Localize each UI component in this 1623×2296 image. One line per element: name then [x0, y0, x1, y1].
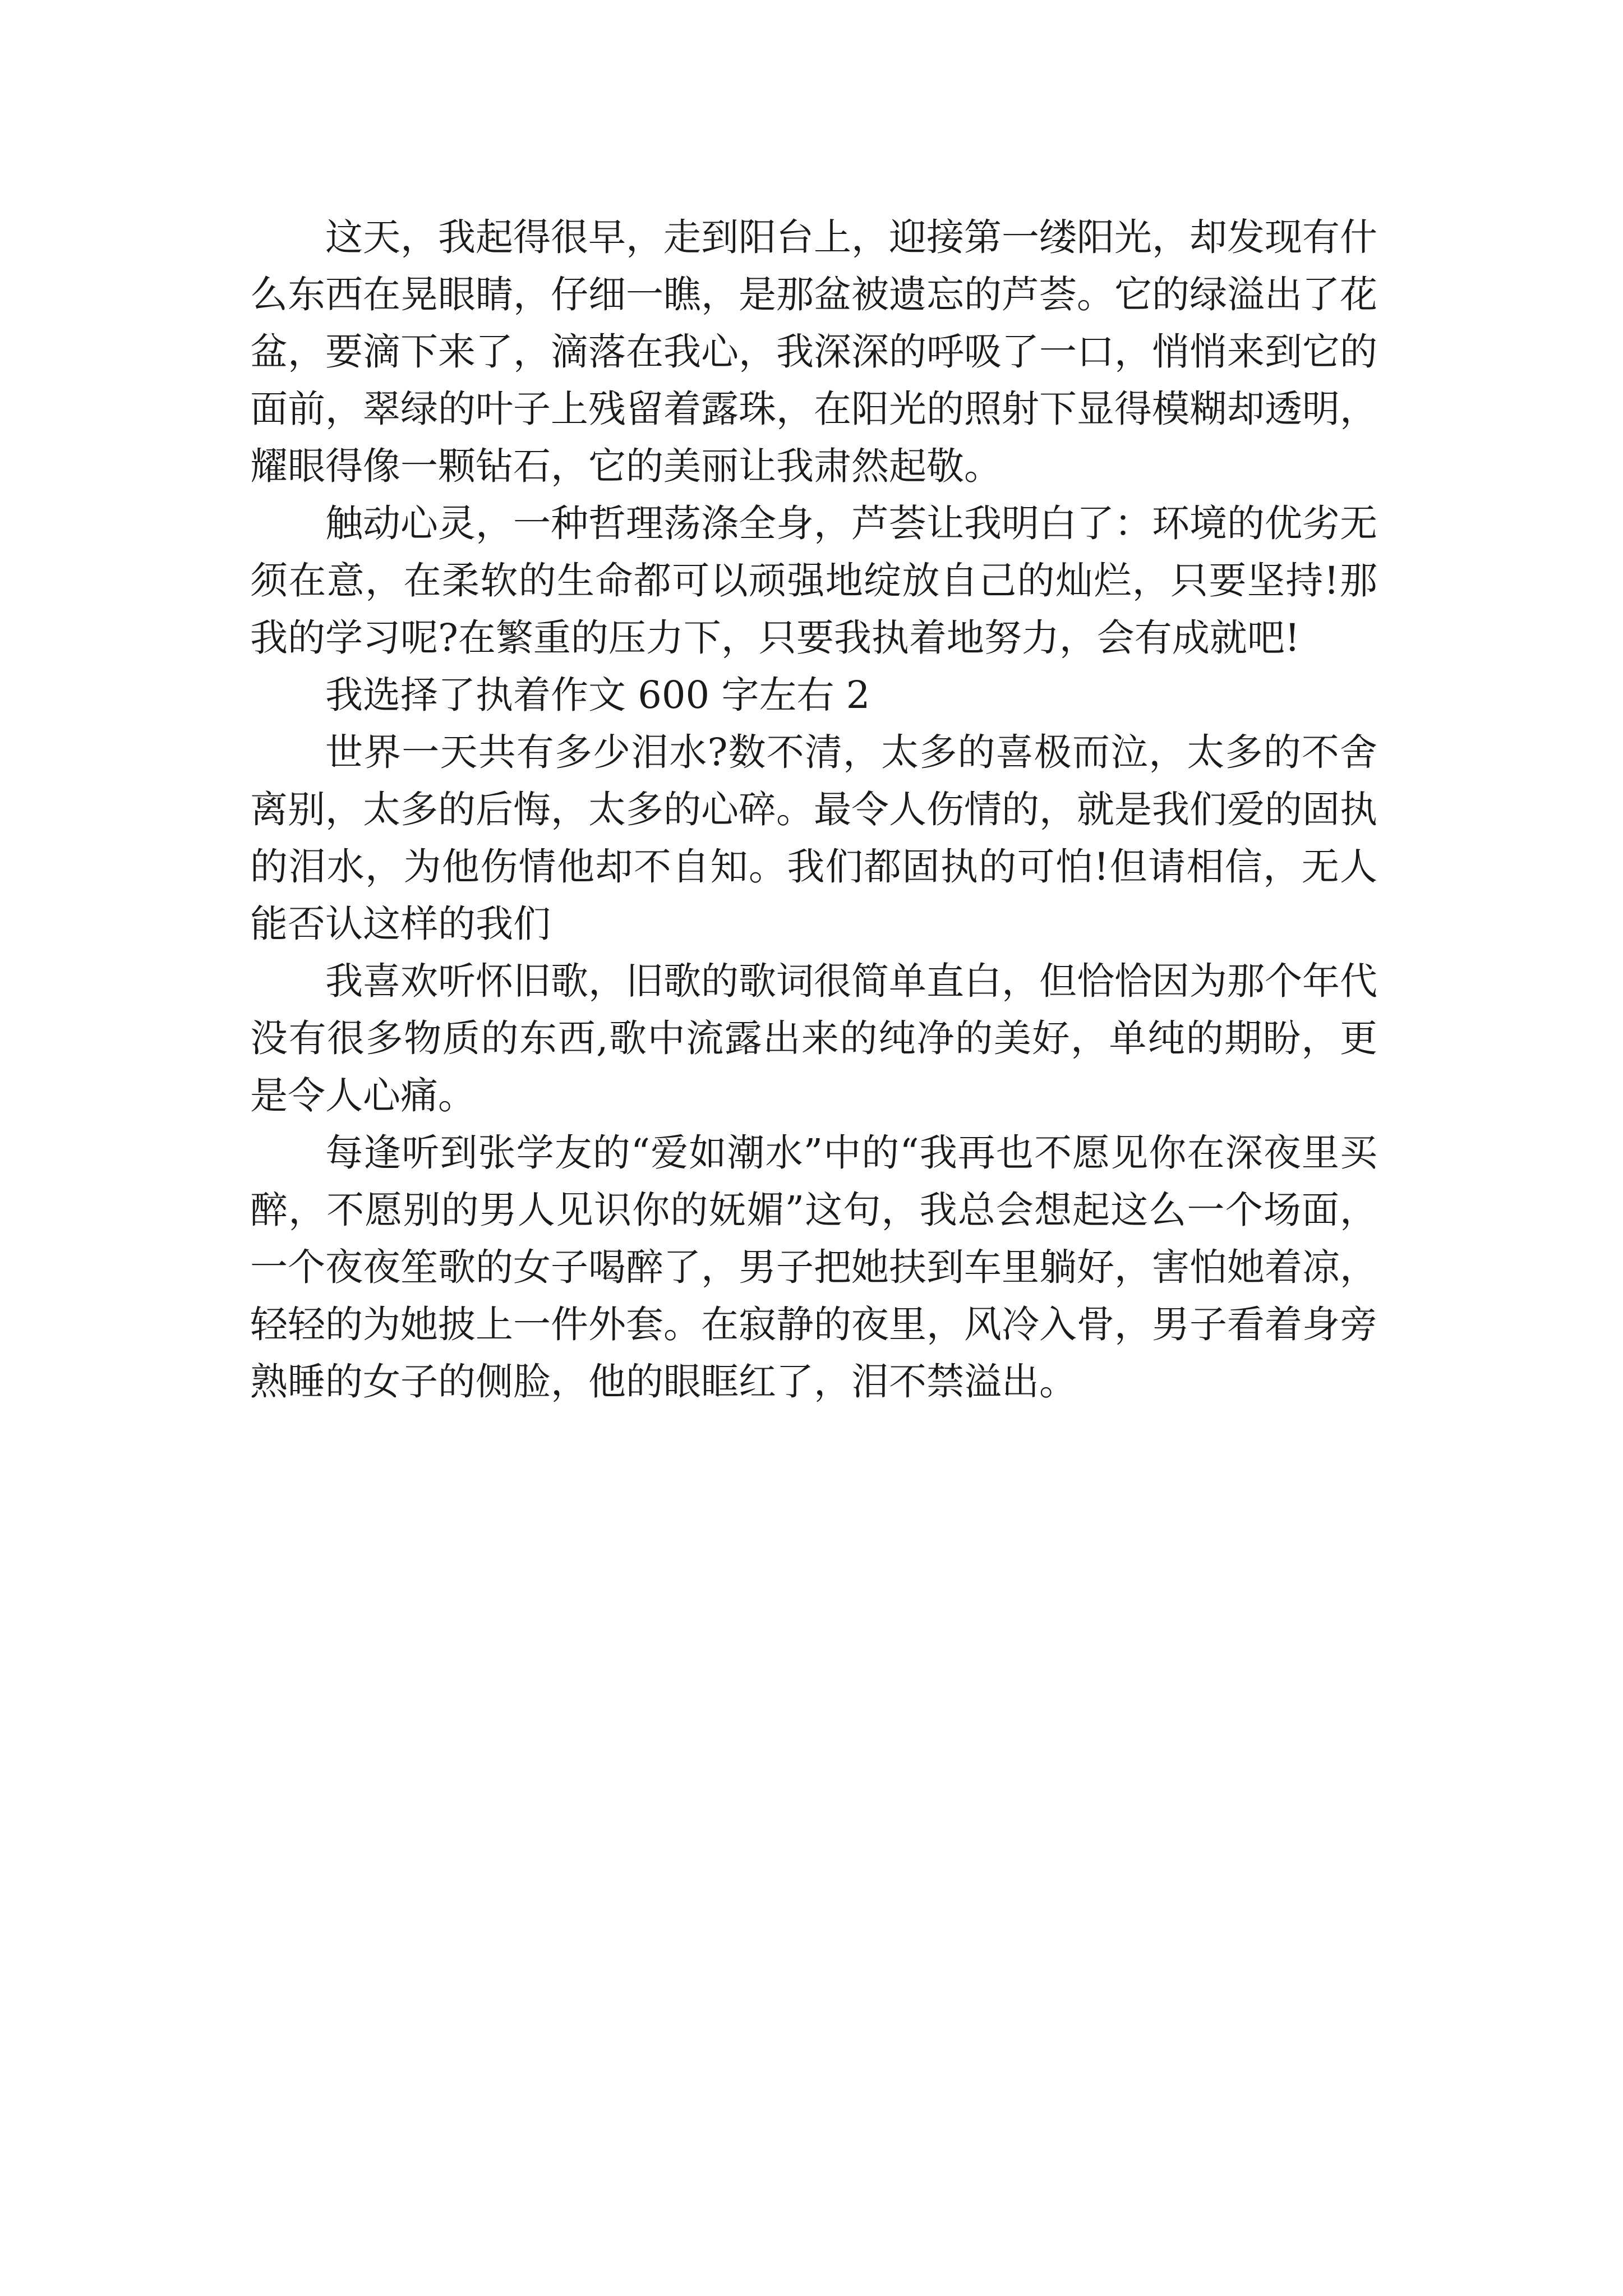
paragraph-aloe-insight: 触动心灵，一种哲理荡涤全身，芦荟让我明白了：环境的优劣无须在意，在柔软的生命都可以顽强地绽放自己的灿烂，只要坚持!那我的学习呢?在繁重的压力下，只要我执着地努力，会有成就吧! — [250, 501, 1377, 660]
paragraph-tears: 世界一天共有多少泪水?数不清，太多的喜极而泣，太多的不舍离别，太多的后悔，太多的心碎。最令人伤情的，就是我们爱的固执的泪水，为他伤情他却不自知。我们都固执的可怕!但请相信，无人能否认这样的我们 — [250, 730, 1377, 946]
essay-heading: 我选择了执着作文 600 字左右 2 — [325, 673, 870, 717]
document-body — [250, 209, 1377, 1410]
paragraph-old-songs: 我喜欢听怀旧歌，旧歌的歌词很简单直白，但恰恰因为那个年代没有很多物质的东西,歌中流露出来的纯净的美好，单纯的期盼，更是令人心痛。 — [250, 959, 1377, 1117]
paragraph-aloe-morning: 这天，我起得很早，走到阳台上，迎接第一缕阳光，却发现有什么东西在晃眼睛，仔细一瞧，是那盆被遗忘的芦荟。它的绿溢出了花盆，要滴下来了，滴落在我心，我深深的呼吸了一口，悄悄来到它的面前，翠绿的叶子上残留着露珠，在阳光的照射下显得模糊却透明，耀眼得像一颗钻石，它的美丽让我肃然起敬。 — [250, 215, 1377, 488]
paragraph-love-like-tide: 每逢听到张学友的“爱如潮水”中的“我再也不愿见你在深夜里买醉，不愿别的男人见识你的妩媚”这句，我总会想起这么一个场面，一个夜夜笙歌的女子喝醉了，男子把她扶到车里躺好，害怕她着凉，轻轻的为她披上一件外套。在寂静的夜里，风冷入骨，男子看着身旁熟睡的女子的侧脸，他的眼眶红了，泪不禁溢出。 — [250, 1131, 1377, 1404]
